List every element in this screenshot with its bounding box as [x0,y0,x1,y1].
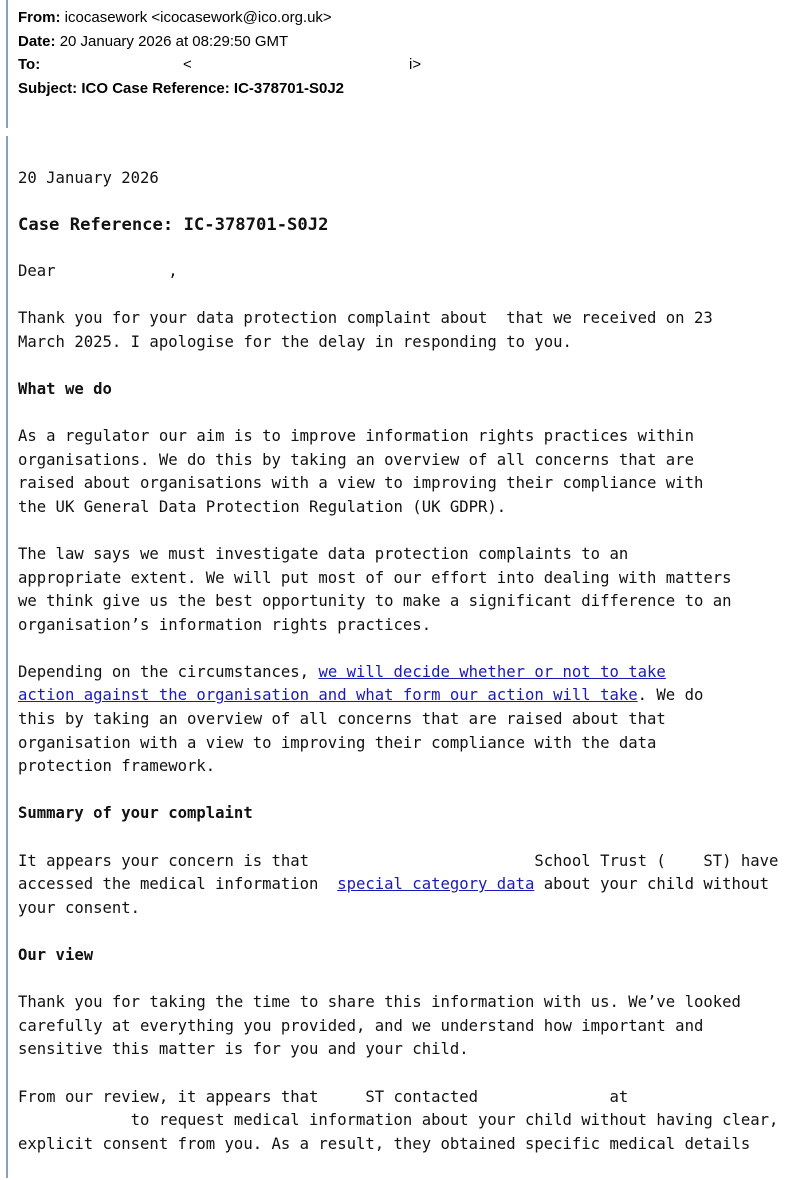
subject-label: Subject: [18,79,78,97]
text-line: Depending on the circumstances, we will decide whether or not to take [18,662,666,681]
date-row [18,30,344,54]
text-line: As a regulator our aim is to improve information rights practices within [18,426,694,445]
text-line: Thank you for your data protection complaint about that we received on 23 [18,308,713,327]
enforcement-policy-link-continued[interactable]: action against the organisation and what form our action will take [18,686,638,705]
salutation: Dear , [18,261,178,280]
text-line: organisation with a view to improving their compliance with the data [18,733,657,752]
from-row [18,6,344,30]
text-line: to request medical information about your child without having clear, [18,1111,779,1130]
text-line: organisation’s information rights practices. [18,615,432,634]
our-view-paragraph-1 [18,991,778,1062]
to-open-bracket: < [183,56,192,73]
letter-date: 20 January 2026 [18,169,159,187]
to-label: To: [18,56,41,73]
text-line: It appears your concern is that School Trust ( ST) have [18,851,779,870]
what-we-do-paragraph-2 [18,543,778,637]
special-category-data-link[interactable]: special category data [337,875,535,894]
text-line: we think give us the best opportunity to make a significant difference to an [18,592,732,611]
summary-paragraph [18,850,778,921]
what-we-do-paragraph-3 [18,661,778,779]
our-view-paragraph-2 [18,1086,778,1157]
what-we-do-heading: What we do [18,379,112,398]
text-line: action against the organisation and what form our action will take. We do [18,686,704,705]
text-line: Thank you for taking the time to share this information with us. We’ve looked [18,993,741,1012]
body-quote-bar [6,136,8,1178]
date-value: 20 January 2026 at 08:29:50 GMT [59,32,289,50]
text-line: carefully at everything you provided, and we understand how important and [18,1016,704,1035]
text-line: explicit consent from you. As a result, they obtained specific medical details [18,1134,751,1153]
subject-value: ICO Case Reference: IC-378701-S0J2 [81,79,344,97]
text-line: the UK General Data Protection Regulation (UK GDPR). [18,497,507,516]
from-value[interactable]: icocasework <icocasework@ico.org.uk> [64,9,332,26]
to-row [18,53,422,77]
to-close-bracket: i> [409,56,422,73]
text-line: The law says we must investigate data protection complaints to an [18,544,629,563]
letter-body [18,167,778,1180]
text-line: March 2025. I apologise for the delay in responding to you. [18,332,572,351]
text-line: sensitive this matter is for you and your child. [18,1040,469,1059]
subject-row [18,77,344,101]
date-label: Date: [18,32,56,50]
enforcement-policy-link[interactable]: we will decide whether or not to take [318,662,666,681]
intro-paragraph [18,307,778,354]
our-view-heading: Our view [18,946,94,964]
text-line: From our review, it appears that ST contacted at [18,1087,629,1106]
what-we-do-paragraph-1 [18,425,778,519]
text-line: your consent. [18,898,141,917]
summary-heading: Summary of your complaint [18,804,253,823]
text-line: organisations. We do this by taking an overview of all concerns that are [18,450,694,469]
text-line: accessed the medical information special category data about your child without [18,875,770,894]
text-line: appropriate extent. We will put most of our effort into dealing with matters [18,568,732,587]
text-line: raised about organisations with a view to improving their compliance with [18,474,704,493]
case-reference-heading: Case Reference: IC-378701-S0J2 [18,215,329,236]
from-label: From: [18,9,61,26]
header-quote-bar [6,0,8,128]
text-line: protection framework. [18,757,216,776]
text-line: this by taking an overview of all concerns that are raised about that [18,710,666,729]
email-header [18,6,422,100]
